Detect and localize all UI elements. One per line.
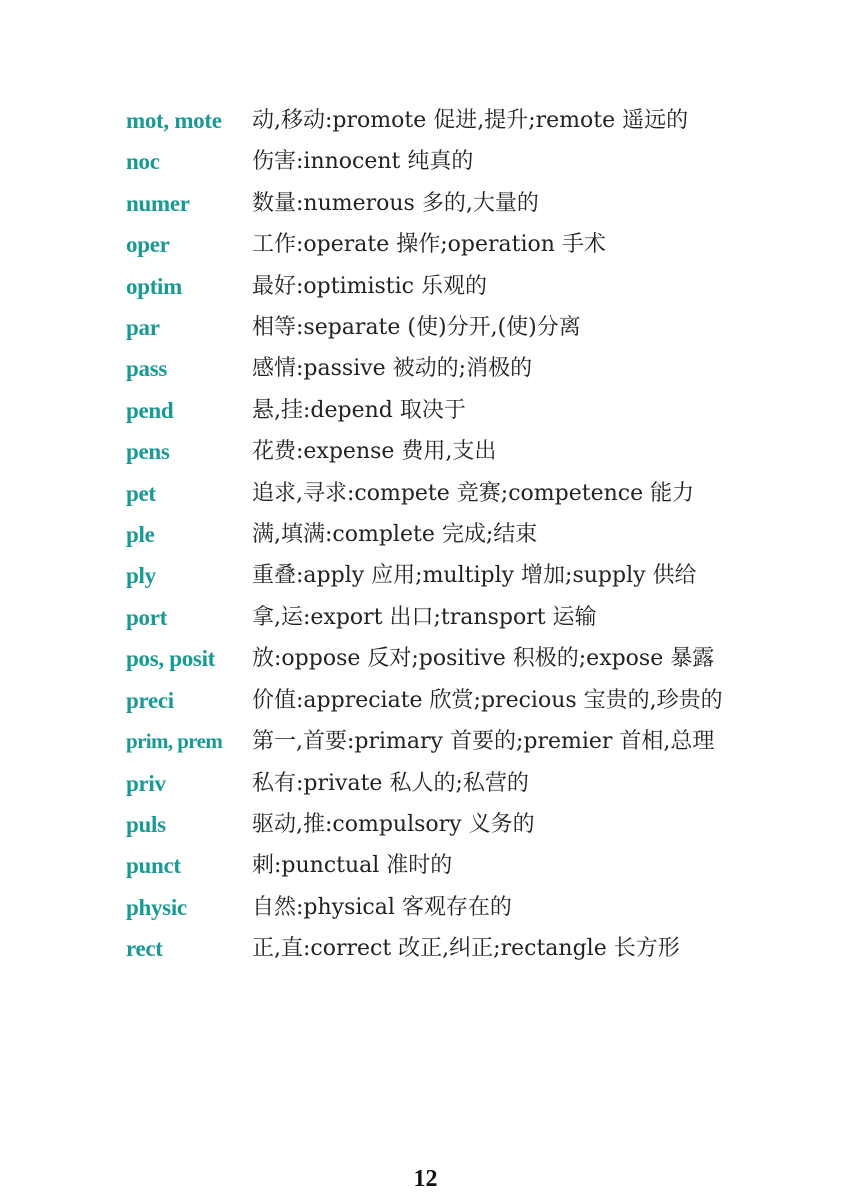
root-definition: 感情:passive 被动的;消极的 [252, 356, 533, 382]
root-definition: 重叠:apply 应用;multiply 增加;supply 供给 [252, 563, 697, 589]
word-root: oper [126, 232, 170, 258]
word-root: noc [126, 149, 160, 175]
root-definition: 私有:private 私人的;私营的 [252, 770, 529, 796]
word-root: port [126, 604, 167, 630]
word-root: pos, posit [126, 646, 216, 672]
root-definition: 最好:optimistic 乐观的 [252, 273, 487, 299]
list-item [126, 266, 736, 307]
list-item [126, 514, 736, 555]
word-root: pass [126, 356, 167, 382]
root-definition: 驱动,推:compulsory 义务的 [252, 811, 535, 837]
word-root: pend [126, 397, 174, 423]
list-item [126, 100, 736, 141]
word-root: preci [126, 687, 174, 713]
list-item [126, 804, 736, 845]
list-item [126, 597, 736, 638]
root-definition: 数量:numerous 多的,大量的 [252, 190, 539, 216]
list-item [126, 224, 736, 265]
list-item [126, 390, 736, 431]
root-definition: 第一,首要:primary 首要的;premier 首相,总理 [252, 729, 715, 755]
word-root: ple [126, 522, 155, 548]
list-item [126, 887, 736, 928]
word-root-list [126, 100, 736, 970]
root-definition: 正,直:correct 改正,纠正;rectangle 长方形 [252, 936, 680, 962]
word-root: punct [126, 853, 181, 879]
root-definition: 工作:operate 操作;operation 手术 [252, 232, 606, 258]
root-definition: 伤害:innocent 纯真的 [252, 149, 474, 175]
list-item [126, 555, 736, 596]
page-number: 12 [413, 1166, 438, 1192]
list-item [126, 183, 736, 224]
word-root: pens [126, 439, 170, 465]
root-definition: 动,移动:promote 促进,提升;remote 遥远的 [252, 108, 689, 133]
word-root: pet [126, 480, 156, 506]
root-definition: 拿,运:export 出口;transport 运输 [252, 604, 597, 630]
root-definition: 悬,挂:depend 取决于 [252, 397, 466, 423]
root-definition: 相等:separate (使)分开,(使)分离 [252, 315, 581, 341]
word-root: physic [126, 894, 187, 920]
list-item [126, 141, 736, 182]
root-definition: 刺:punctual 准时的 [252, 853, 453, 879]
root-definition: 满,填满:complete 完成;结束 [252, 522, 538, 548]
word-root: puls [126, 811, 166, 837]
word-root: par [126, 315, 160, 341]
word-root: rect [126, 936, 163, 962]
word-root: mot, mote [126, 108, 222, 133]
word-root: prim, prem [126, 729, 223, 754]
root-definition: 自然:physical 客观存在的 [252, 894, 512, 920]
list-item [126, 473, 736, 514]
list-item [126, 763, 736, 804]
list-item [126, 638, 736, 679]
root-definition: 价值:appreciate 欣赏;precious 宝贵的,珍贵的 [252, 687, 723, 713]
word-root: optim [126, 273, 183, 299]
list-item [126, 348, 736, 389]
list-item [126, 845, 736, 886]
list-item [126, 431, 736, 472]
list-item [126, 680, 736, 721]
root-definition: 花费:expense 费用,支出 [252, 439, 497, 465]
list-item [126, 928, 736, 969]
root-definition: 放:oppose 反对;positive 积极的;expose 暴露 [252, 646, 715, 672]
list-item [126, 307, 736, 348]
root-definition: 追求,寻求:compete 竞赛;competence 能力 [252, 480, 695, 506]
word-root: priv [126, 770, 166, 796]
word-root: numer [126, 190, 190, 216]
list-item [126, 721, 736, 762]
word-root: ply [126, 563, 156, 589]
